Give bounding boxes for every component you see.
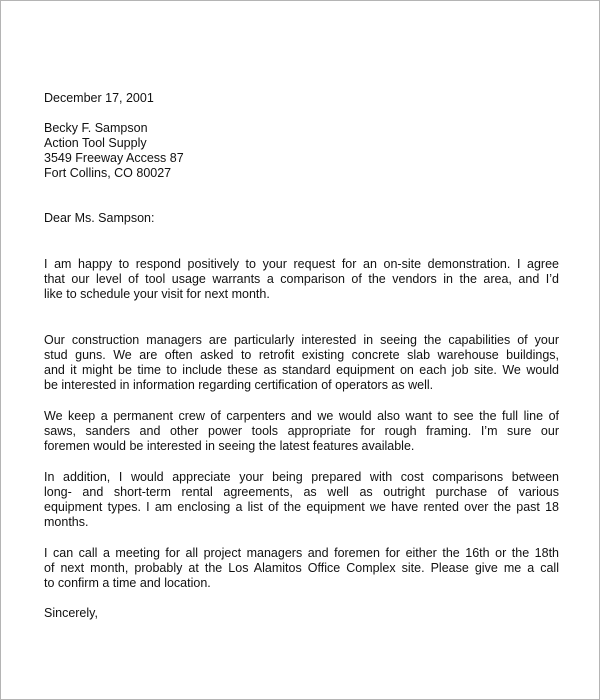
paragraph-line: like to schedule your visit for next month. <box>44 287 270 301</box>
recipient-address <box>44 121 559 181</box>
body-paragraph-1 <box>44 257 559 302</box>
paragraph-line: foremen would be interested in seeing the latest features available. <box>44 439 415 453</box>
closing <box>44 606 559 621</box>
paragraph-line: We keep a permanent crew of carpenters and we would also want to see the full line of <box>44 409 559 423</box>
paragraph-line: I can call a meeting for all project managers and foremen for either the 16th or the 18th <box>44 546 559 560</box>
salutation <box>44 211 559 226</box>
paragraph-line: stud guns. We are often asked to retrofit existing concrete slab warehouse buildings, <box>44 348 559 362</box>
body-paragraph-3 <box>44 409 559 454</box>
body-paragraph-5 <box>44 546 559 591</box>
letter-date <box>44 91 559 106</box>
paragraph-line: be interested in information regarding certification of operators as well. <box>44 378 434 392</box>
date-text: December 17, 2001 <box>44 91 154 105</box>
recipient-street: 3549 Freeway Access 87 <box>44 151 184 165</box>
body-paragraph-4 <box>44 470 559 530</box>
paragraph-line: to confirm a time and location. <box>44 576 211 590</box>
recipient-name: Becky F. Sampson <box>44 121 148 135</box>
paragraph-line: months. <box>44 515 89 529</box>
paragraph-line: that our level of tool usage warrants a comparison of the vendors in the area, and I’d <box>44 272 559 286</box>
paragraph-line: of next month, probably at the Los Alamitos Office Complex site. Please give me a call <box>44 561 559 575</box>
paragraph-line: I am happy to respond positively to your request for an on-site demonstration. I agree <box>44 257 559 271</box>
paragraph-line: saws, sanders and other power tools appropriate for rough framing. I’m sure our <box>44 424 559 438</box>
paragraph-line: and it might be time to include these as standard equipment on each job site. We would <box>44 363 559 377</box>
paragraph-line: long- and short-term rental agreements, as well as outright purchase of various <box>44 485 559 499</box>
paragraph-line: equipment types. I am enclosing a list of the equipment we have rented over the past 18 <box>44 500 559 514</box>
recipient-city-line: Fort Collins, CO 80027 <box>44 166 172 180</box>
closing-text: Sincerely, <box>44 606 98 620</box>
recipient-company: Action Tool Supply <box>44 136 147 150</box>
paragraph-line: Our construction managers are particularly interested in seeing the capabilities of your <box>44 333 559 347</box>
paragraph-line: In addition, I would appreciate your being prepared with cost comparisons between <box>44 470 559 484</box>
salutation-text: Dear Ms. Sampson: <box>44 211 155 225</box>
body-paragraph-2 <box>44 333 559 393</box>
